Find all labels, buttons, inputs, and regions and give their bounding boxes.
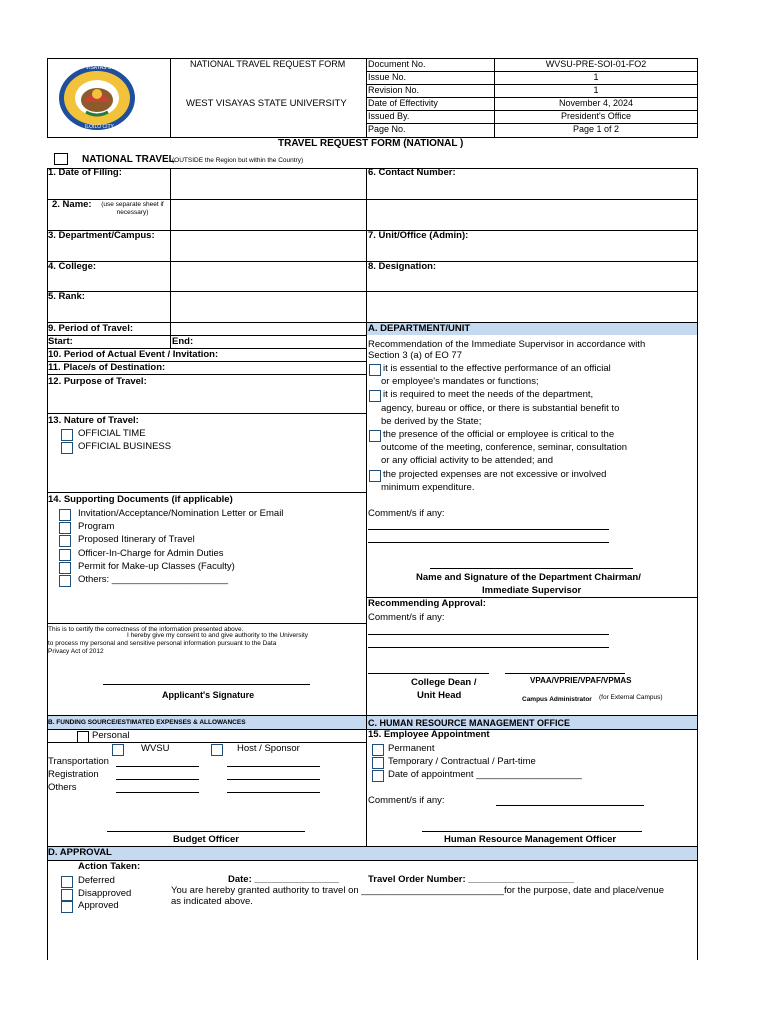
start-label: Start: [48,336,73,347]
meta-value: WVSU-PRE-SOI-01-FO2 [545,59,647,69]
hrmo-officer-label: Human Resource Management Officer [444,834,617,845]
appointment-checkbox[interactable] [372,744,384,756]
recommending-comments-field[interactable] [368,622,609,648]
action-option-label: Disapproved [78,887,132,899]
college-label: 4. College: [48,261,97,272]
applicant-signature-field[interactable] [103,664,310,684]
action-option-label: Approved [78,900,119,911]
employee-appointment-label: 15. Employee Appointment [368,729,490,740]
date-of-filing-field[interactable] [171,169,365,198]
vp-label: VPAA/VPRIE/VPAF/VPMAS [530,676,632,685]
funding-amount-field[interactable] [116,782,199,792]
criteria-text: it is required to meet the needs of the department, [383,389,594,401]
nature-checkbox[interactable] [61,429,73,441]
funding-amount-field[interactable] [227,769,320,779]
logo-bottom-text: ILOILO CITY [85,124,114,130]
action-checkbox[interactable] [61,889,73,901]
approval-band [48,847,697,860]
approval-date: Date: ________________ [228,874,339,885]
meta-value: November 4, 2024 [558,98,634,108]
university-name: WEST VISAYAS STATE UNIVERSITY [186,98,347,109]
funding-row-label: Transportation [48,756,109,767]
department-signature-label-2: Immediate Supervisor [482,585,582,596]
funding-amount-field[interactable] [227,756,320,766]
date-of-filing-label: 1. Date of Filing: [48,167,122,178]
meta-value: President's Office [560,111,632,121]
purpose-label: 12. Purpose of Travel: [48,376,147,387]
period-of-travel-label: 9. Period of Travel: [48,323,133,334]
supporting-doc-label: Invitation/Acceptance/Nomination Letter or Email [78,508,284,519]
recommending-comments-label: Comment/s if any: [368,612,445,623]
criteria-text: the projected expenses are not excessive or involved [383,468,607,480]
criteria-text: the presence of the official or employee is critical to the [383,429,615,440]
appointment-option-label: Permanent [388,743,435,754]
supporting-doc-label: Others: ______________________ [78,574,229,585]
supporting-doc-checkbox[interactable] [59,562,71,574]
form-title: NATIONAL TRAVEL REQUEST FORM [190,59,346,69]
criteria-text: or any official activity to be attended; and [381,455,553,467]
appointment-option-label: Date of appointment ____________________ [388,769,582,780]
rank-field[interactable] [171,292,365,321]
name-note: (use separate sheet if necessary) [101,201,164,216]
meta-label: Date of Effectivity [368,98,438,108]
rank-label: 5. Rank: [48,291,85,302]
meta-label: Issued By. [368,111,410,121]
designation-field[interactable] [440,262,696,290]
certify-line-1: This is to certify the correctness of the information presented above. [48,626,244,633]
meta-label: Issue No. [368,72,407,82]
start-date-field[interactable] [80,336,168,347]
criteria-text: minimum expenditure. [381,481,475,493]
nature-option-label: OFFICIAL TIME [78,428,146,439]
personal-checkbox[interactable] [77,731,89,743]
campus-admin-note: (for External Campus) [599,694,663,701]
wvsu-checkbox[interactable] [112,744,124,756]
nature-option-label: OFFICIAL BUSINESS [78,441,172,452]
criteria-checkbox[interactable] [369,470,381,482]
contact-number-label: 6. Contact Number: [368,167,456,178]
logo-top-text: WEST VISAYAS STATE UNIVERSITY [70,65,155,71]
criteria-text: it is essential to the effective performance of an official [383,363,611,374]
supporting-doc-checkbox[interactable] [59,535,71,547]
department-unit-header: A. DEPARTMENT/UNIT [368,323,471,334]
department-signature-label-1: Name and Signature of the Department Chairman/ [416,572,641,583]
supporting-doc-label: Proposed Itinerary of Travel [78,534,195,546]
meta-value: Page 1 of 2 [572,124,620,134]
recommendation-line-2: Section 3 (a) of EO 77 [368,350,462,361]
destination-label: 11. Place/s of Destination: [48,362,166,373]
hrmo-comments-label: Comment/s if any: [368,795,445,806]
approval-header: D. APPROVAL [48,847,112,858]
appointment-option-label: Temporary / Contractual / Part-time [388,756,536,767]
funding-header: B. FUNDING SOURCE/ESTIMATED EXPENSES & ALLOWANCES [48,719,246,726]
appointment-checkbox[interactable] [372,757,384,769]
supporting-doc-label: Program [78,521,115,533]
national-travel-note: (OUTSIDE the Region but within the Country) [172,157,304,164]
recommending-approval-header: Recommending Approval: [368,598,486,609]
action-taken-label: Action Taken: [78,861,141,872]
action-checkbox[interactable] [61,876,73,888]
unit-office-field[interactable] [480,231,696,260]
meta-label: Page No. [368,124,406,134]
supporting-doc-label: Permit for Make-up Classes (Faculty) [78,560,235,572]
wvsu-label: WVSU [141,743,170,754]
supporting-doc-checkbox[interactable] [59,549,71,561]
end-label: End: [172,336,194,347]
host-sponsor-checkbox[interactable] [211,744,223,756]
department-field[interactable] [171,231,365,260]
criteria-text: be derived by the State; [381,415,482,427]
department-label: 3. Department/Campus: [48,230,155,241]
appointment-checkbox[interactable] [372,770,384,782]
hrmo-header: C. HUMAN RESOURCE MANAGEMENT OFFICE [368,718,570,728]
applicant-signature-label: Applicant's Signature [162,690,255,700]
certify-line-4: Privacy Act of 2012 [48,648,104,655]
college-dean-label: College Dean / [411,677,477,688]
contact-number-field[interactable] [468,169,696,198]
name-label: 2. Name: [52,199,92,210]
criteria-checkbox[interactable] [369,364,381,376]
meta-value: 1 [593,85,599,95]
hrmo-comments-field[interactable] [496,793,644,805]
recommendation-line-1: Recommendation of the Immediate Supervisor in accordance with [368,339,646,350]
name-field[interactable] [171,200,696,229]
granted-line-2: as indicated above. [171,896,253,907]
action-checkbox[interactable] [61,901,73,913]
unit-office-label: 7. Unit/Office (Admin): [368,230,469,241]
supporting-doc-checkbox[interactable] [59,509,71,521]
end-date-field[interactable] [196,336,364,347]
main-title: TRAVEL REQUEST FORM (NATIONAL ) [278,138,464,149]
travel-order-number: Travel Order Number: ____________________ [368,874,574,885]
purpose-field[interactable] [48,389,365,412]
college-field[interactable] [171,262,365,290]
actual-event-label: 10. Period of Actual Event / Invitation: [48,349,219,360]
national-travel-checkbox[interactable] [54,153,68,165]
meta-label: Revision No. [368,85,420,95]
university-logo [56,64,155,132]
personal-label: Personal [92,730,130,741]
funding-row-label: Others [48,782,77,793]
action-option-label: Deferred [78,875,115,886]
meta-label: Document No. [368,59,426,69]
host-sponsor-label: Host / Sponsor [237,743,300,754]
funding-amount-field[interactable] [116,769,199,779]
meta-value: 1 [593,72,599,82]
budget-officer-label: Budget Officer [173,834,239,845]
nature-label: 13. Nature of Travel: [48,415,139,426]
funding-amount-field[interactable] [116,756,199,766]
supporting-docs-label: 14. Supporting Documents (if applicable) [48,494,233,505]
funding-amount-field[interactable] [227,782,320,792]
campus-admin-label: Campus Administrator [522,696,592,703]
granted-line-1: You are hereby granted authority to travel on ___________________________for the purpose, date and place/venue [171,885,664,896]
supporting-doc-label: Officer-In-Charge for Admin Duties [78,547,224,559]
criteria-checkbox[interactable] [369,430,381,442]
criteria-checkbox[interactable] [369,390,381,402]
designation-label: 8. Designation: [368,261,437,272]
certify-line-2: I hereby give my consent to and give authority to the University [127,632,309,639]
criteria-text: agency, bureau or office, or there is substantial benefit to [381,402,620,414]
unit-head-label: Unit Head [417,690,462,701]
certify-line-3: to process my personal and sensitive personal information pursuant to the Data [48,640,277,647]
department-comments-field[interactable] [368,518,609,544]
supporting-doc-checkbox[interactable] [59,522,71,534]
criteria-text: or employee's mandates or functions; [381,376,539,388]
national-travel-label: NATIONAL TRAVEL [82,154,175,165]
supporting-doc-checkbox[interactable] [59,575,71,587]
department-comments-label: Comment/s if any: [368,508,445,519]
criteria-text: outcome of the meeting, conference, seminar, consultation [381,442,628,454]
funding-row-label: Registration [48,769,99,780]
nature-checkbox[interactable] [61,442,73,454]
